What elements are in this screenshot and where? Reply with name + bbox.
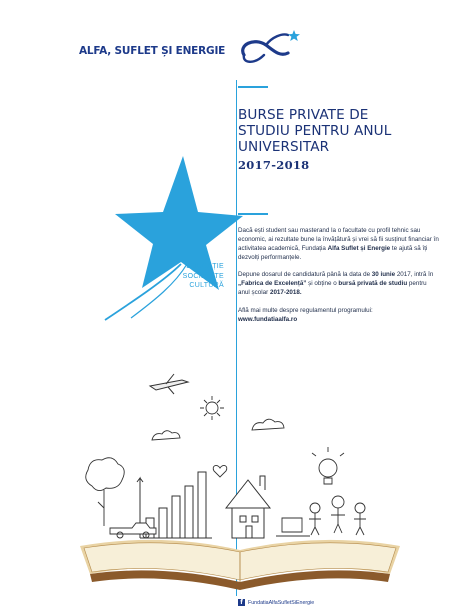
website-link[interactable]: www.fundatiaalfa.ro <box>238 315 298 323</box>
cloud-icon <box>252 419 284 430</box>
open-book-illustration <box>70 368 410 593</box>
cloud-icon <box>152 431 180 440</box>
program-name: „Fabrica de Excelență” <box>238 280 307 288</box>
tagline <box>150 262 224 291</box>
foundation-name: Alfa Suflet și Energie <box>327 244 391 252</box>
alfa-logo-icon <box>236 27 304 69</box>
tree-icon <box>86 458 125 526</box>
body-text <box>238 227 440 334</box>
sun-icon <box>200 396 224 420</box>
facebook-icon: f <box>238 599 245 606</box>
scholarship-label: bursă privată de studiu <box>338 280 408 288</box>
people-sketch <box>276 496 366 536</box>
heart-icon <box>213 465 227 477</box>
title-year: 2017-2018 <box>238 158 310 172</box>
book-icon <box>80 540 400 590</box>
tagline-culture: CULTURĂ <box>189 282 224 289</box>
tagline-education: EDUCAȚIE <box>186 263 224 270</box>
title-line-3: UNIVERSITAR <box>238 139 330 155</box>
house-icon <box>226 476 270 538</box>
accent-rule-top <box>238 86 268 88</box>
lightbulb-icon <box>312 447 344 484</box>
facebook-handle: FundatiaAlfaSufletSiEnergie <box>248 599 315 606</box>
page-title <box>238 107 391 173</box>
title-line-1: BURSE PRIVATE DE <box>238 107 369 123</box>
deadline-date: 30 iunie <box>371 271 396 279</box>
deadline-paragraph: Depune dosarul de candidatură până la data de 30 iunie 2017, intră în „Fabrica de Excelență” și obține o bursă privată de studiu pentru anul școlar 2017-2018. <box>238 271 434 297</box>
brand-name: ALFA, SUFLET ȘI ENERGIE <box>79 45 226 57</box>
tagline-society: SOCIETATE <box>182 272 224 280</box>
intro-paragraph: Dacă ești student sau masterand la o facultate cu profil tehnic sau economic, ai rezultate bune la învățătură și vrei să fii susținut financiar în activitatea academică, Fundația Alfa Suflet și Energie te ajută să îți dezvolți performanțele. <box>238 227 439 261</box>
title-line-2: STUDIU PENTRU ANUL <box>238 123 392 139</box>
school-year: 2017-2018. <box>269 289 302 297</box>
facebook-link[interactable] <box>238 599 314 606</box>
airplane-icon <box>150 374 188 394</box>
more-info-paragraph: Află mai multe despre regulamentul programului: www.fundatiaalfa.ro <box>238 307 440 325</box>
big-star-icon <box>95 150 245 322</box>
